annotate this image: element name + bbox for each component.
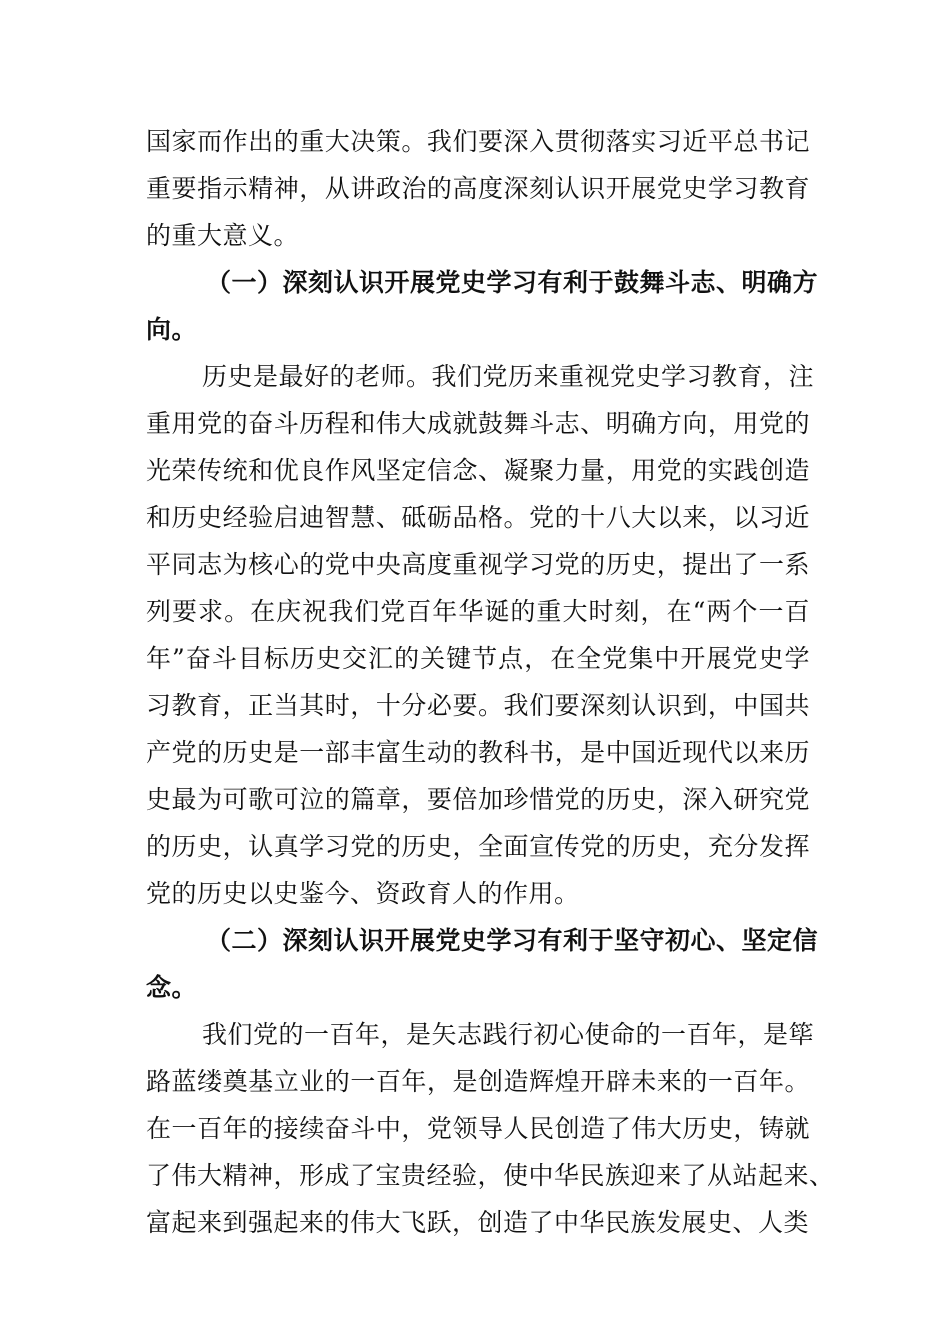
text-line: 产党的历史是一部丰富生动的教科书，是中国近现代以来历 <box>146 738 810 767</box>
text-line: 历史是最好的老师。我们党历来重视党史学习教育，注 <box>202 362 815 391</box>
text-line: 和历史经验启迪智慧、砥砺品格。党的十八大以来，以习近 <box>146 503 810 532</box>
text-line: 我们党的一百年，是矢志践行初心使命的一百年，是筚 <box>202 1020 815 1049</box>
text-line: 平同志为核心的党中央高度重视学习党的历史，提出了一系 <box>146 550 810 579</box>
text-line: 年”奋斗目标历史交汇的关键节点，在全党集中开展党史学 <box>146 644 810 673</box>
text-line: 重用党的奋斗历程和伟大成就鼓舞斗志、明确方向，用党的 <box>146 409 810 438</box>
paragraph-hundred-years <box>146 1011 835 1246</box>
text-line: 的历史，认真学习党的历史，全面宣传党的历史，充分发挥 <box>146 832 810 861</box>
paragraph-intro-continuation <box>146 118 810 259</box>
heading-line: 念。 <box>146 973 198 1002</box>
heading-line: （二）深刻认识开展党史学习有利于坚守初心、坚定信 <box>206 926 819 955</box>
text-line: 习教育，正当其时，十分必要。我们要深刻认识到，中国共 <box>146 691 810 720</box>
section-heading-2 <box>146 917 819 1011</box>
text-line: 列要求。在庆祝我们党百年华诞的重大时刻，在“两个一百 <box>146 597 810 626</box>
document-body <box>146 118 835 1246</box>
text-line: 富起来到强起来的伟大飞跃，创造了中华民族发展史、人类 <box>146 1208 810 1237</box>
text-line: 党的历史以史鉴今、资政育人的作用。 <box>146 879 580 908</box>
heading-line: （一）深刻认识开展党史学习有利于鼓舞斗志、明确方 <box>206 268 819 297</box>
text-line: 的重大意义。 <box>146 221 300 250</box>
section-heading-1 <box>146 259 819 353</box>
text-line: 路蓝缕奠基立业的一百年，是创造辉煌开辟未来的一百年。 <box>146 1067 810 1096</box>
text-line: 在一百年的接续奋斗中，党领导人民创造了伟大历史，铸就 <box>146 1114 810 1143</box>
text-line: 重要指示精神，从讲政治的高度深刻认识开展党史学习教育 <box>146 174 810 203</box>
text-line: 光荣传统和优良作风坚定信念、凝聚力量，用党的实践创造 <box>146 456 810 485</box>
text-line: 了伟大精神，形成了宝贵经验，使中华民族迎来了从站起来、 <box>146 1161 835 1190</box>
paragraph-history-teacher <box>146 353 815 917</box>
text-line: 国家而作出的重大决策。我们要深入贯彻落实习近平总书记 <box>146 127 810 156</box>
text-line: 史最为可歌可泣的篇章，要倍加珍惜党的历史，深入研究党 <box>146 785 810 814</box>
heading-line: 向。 <box>146 315 198 344</box>
